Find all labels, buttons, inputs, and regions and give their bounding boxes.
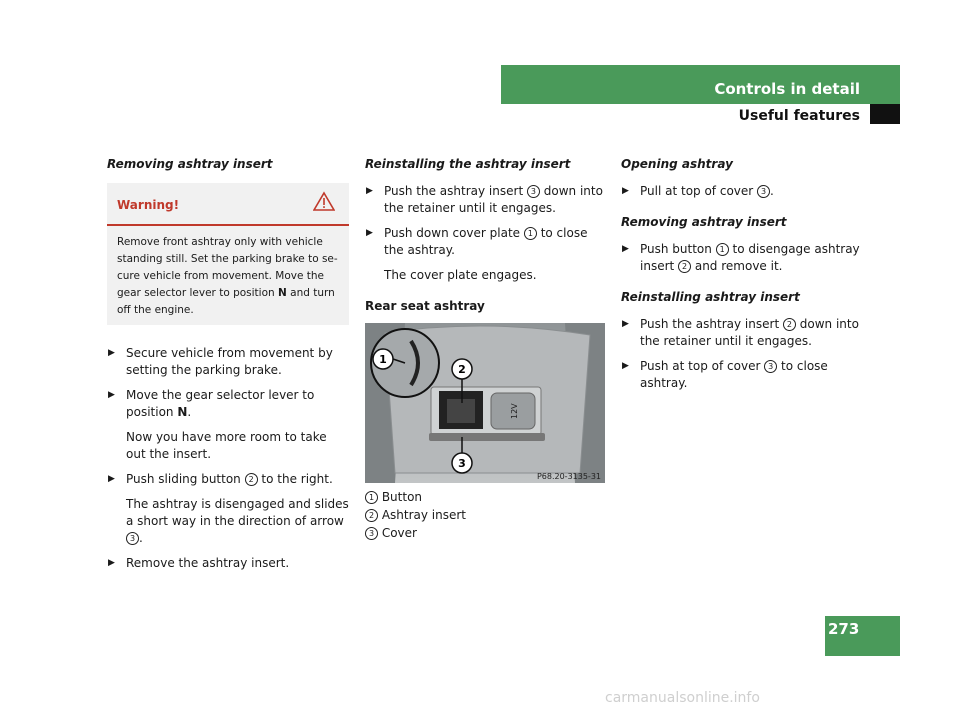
legend-item: 3 Cover [365,525,607,542]
bullet-arrow-icon: ▶ [622,244,629,254]
step-item: ▶ Secure vehicle from movement by setting the parking brake. [108,346,333,377]
bullet-arrow-icon: ▶ [622,186,629,196]
step-item: ▶ Push the ashtray insert 2 down into the retainer until it engages. [622,317,859,348]
callout-number: 3 [764,360,777,373]
column-3 [621,156,861,400]
figure-callout-2: 2 [458,363,466,376]
heading-removing-insert-rear: Removing ashtray insert [621,215,787,229]
page-number: 273 [828,620,860,638]
legend-item: 2 Ashtray insert [365,507,607,524]
callout-number: 2 [783,318,796,331]
heading-opening-ashtray: Opening ashtray [621,157,733,171]
warning-text: Remove front ashtray only with vehicle standing still. Set the parking brake to se-cure vehicle from movement. Move the gear selector lever to position N and turn off the engine. [117,236,338,316]
callout-number: 1 [524,227,537,240]
socket-label: 12V [510,403,519,419]
bullet-arrow-icon: ▶ [622,361,629,371]
figure-callout-1: 1 [379,353,387,366]
step-item: ▶ Push down cover plate 1 to close the ashtray. [366,226,588,257]
callout-number: 2 [365,509,378,522]
bullet-arrow-icon: ▶ [366,228,373,238]
heading-rear-seat-ashtray: Rear seat ashtray [365,299,485,313]
step-item: ▶ Push sliding button 2 to the right. [108,472,333,486]
warning-box [107,183,349,325]
section-subtitle: Useful features [738,108,860,124]
heading-reinstalling-insert-rear: Reinstalling ashtray insert [621,290,800,304]
ashtray-illustration [365,323,605,483]
callout-number: 3 [365,527,378,540]
figure-callout-3: 3 [458,457,466,470]
step-item: ▶ Push button 1 to disengage ashtray insert 2 and remove it. [622,242,860,273]
callout-number: 1 [365,491,378,504]
step-item: ▶ Move the gear selector lever to position N. [108,388,315,419]
callout-number: 2 [245,473,258,486]
watermark: carmanualsonline.info [605,690,760,706]
bullet-arrow-icon: ▶ [108,558,115,568]
callout-number: 1 [716,243,729,256]
callout-number: 3 [757,185,770,198]
step-note: The cover plate engages. [384,268,537,282]
warning-header [107,183,349,226]
step-item: ▶ Push at top of cover 3 to close ashtray. [622,359,828,390]
bullet-arrow-icon: ▶ [108,348,115,358]
column-1 [107,156,349,580]
bullet-arrow-icon: ▶ [622,319,629,329]
bullet-arrow-icon: ▶ [366,186,373,196]
legend-item: 1 Button [365,489,607,506]
heading-reinstalling-insert: Reinstalling the ashtray insert [365,157,571,171]
figure-code: P68.20-3135-31 [536,472,601,481]
warning-triangle-icon [313,191,335,211]
warning-title: Warning! [117,198,180,212]
bullet-arrow-icon: ▶ [108,474,115,484]
step-item: ▶ Pull at top of cover 3 . [622,184,774,198]
bullet-arrow-icon: ▶ [108,390,115,400]
step-item: ▶ Push the ashtray insert 3 down into the retainer until it engages. [366,184,603,215]
step-item: ▶ Remove the ashtray insert. [108,556,290,570]
ashtray-figure [365,323,605,483]
section-title: Controls in detail [714,80,860,98]
callout-number: 2 [678,260,691,273]
callout-number: 3 [527,185,540,198]
column-2 [365,156,607,543]
header-marker [870,104,900,124]
heading-removing-insert: Removing ashtray insert [107,157,273,171]
step-note: Now you have more room to take out the insert. [126,430,327,461]
callout-number: 3 [126,532,139,545]
step-note: The ashtray is disengaged and slides a short way in the direction of arrow 3 . [126,497,349,545]
